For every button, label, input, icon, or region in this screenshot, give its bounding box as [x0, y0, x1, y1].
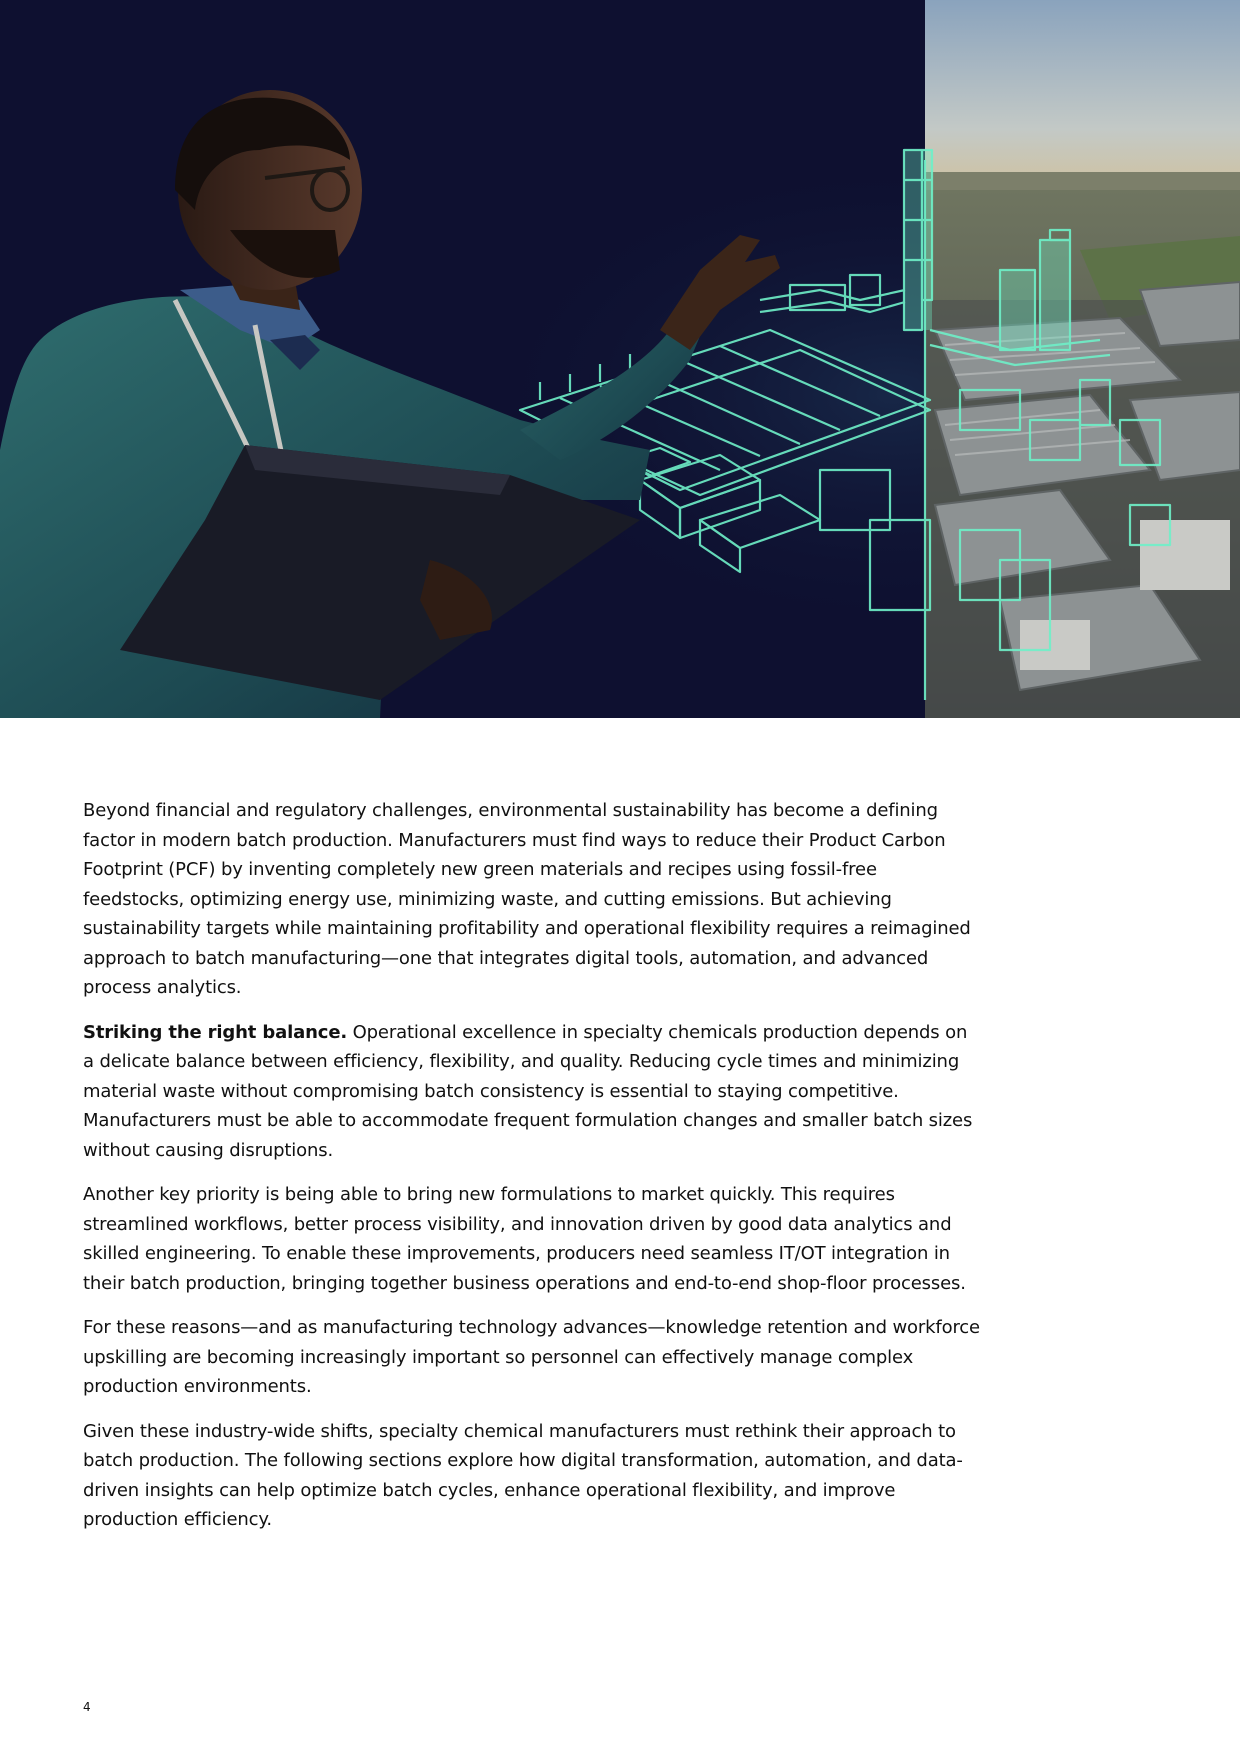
digital-twin-factory-illustration	[0, 0, 1240, 718]
hero-image	[0, 0, 1240, 718]
paragraph-conclusion: Given these industry-wide shifts, specialty chemical manufacturers must rethink their approach to batch production. The following sections explore how digital transformation, automation, and data-driven insights can help optimize batch cycles, enhance operational flexibility, and improve production efficiency.	[83, 1420, 963, 1530]
paragraph-balance-lead: Striking the right balance.	[83, 1021, 348, 1043]
paragraph-sustainability: Beyond financial and regulatory challenges, environmental sustainability has become a defining factor in modern batch production. Manufacturers must find ways to reduce their Product Carbon Footprint (PCF) by inventing completely new green materials and recipes using fossil-free feedstocks, optimizing energy use, minimizing waste, and cutting emissions. But achieving sustainability targets while maintaining profitability and operational flexibility requires a reimagined approach to batch manufacturing—one that integrates digital tools, automation, and advanced process analytics.	[83, 800, 971, 998]
paragraph-workforce: For these reasons—and as manufacturing technology advances—knowledge retention and workforce upskilling are becoming increasingly important so personnel can effectively manage complex production environments.	[83, 1317, 980, 1397]
paragraph-balance-text: Operational excellence in specialty chemicals production depends on a delicate balance between efficiency, flexibility, and quality. Reducing cycle times and minimizing material waste without compromising batch consistency is essential to staying competitive. Manufacturers must be able to accommodate frequent formulation changes and smaller batch sizes without causing disruptions.	[83, 1021, 973, 1161]
paragraph-market: Another key priority is being able to bring new formulations to market quickly. This requires streamlined workflows, better process visibility, and innovation driven by good data analytics and skilled engineering. To enable these improvements, producers need seamless IT/OT integration in their batch production, bringing together business operations and end-to-end shop-floor processes.	[83, 1184, 966, 1294]
body-text	[83, 796, 983, 1550]
paragraph-balance	[83, 1018, 983, 1166]
page-number: 4	[83, 1700, 91, 1714]
